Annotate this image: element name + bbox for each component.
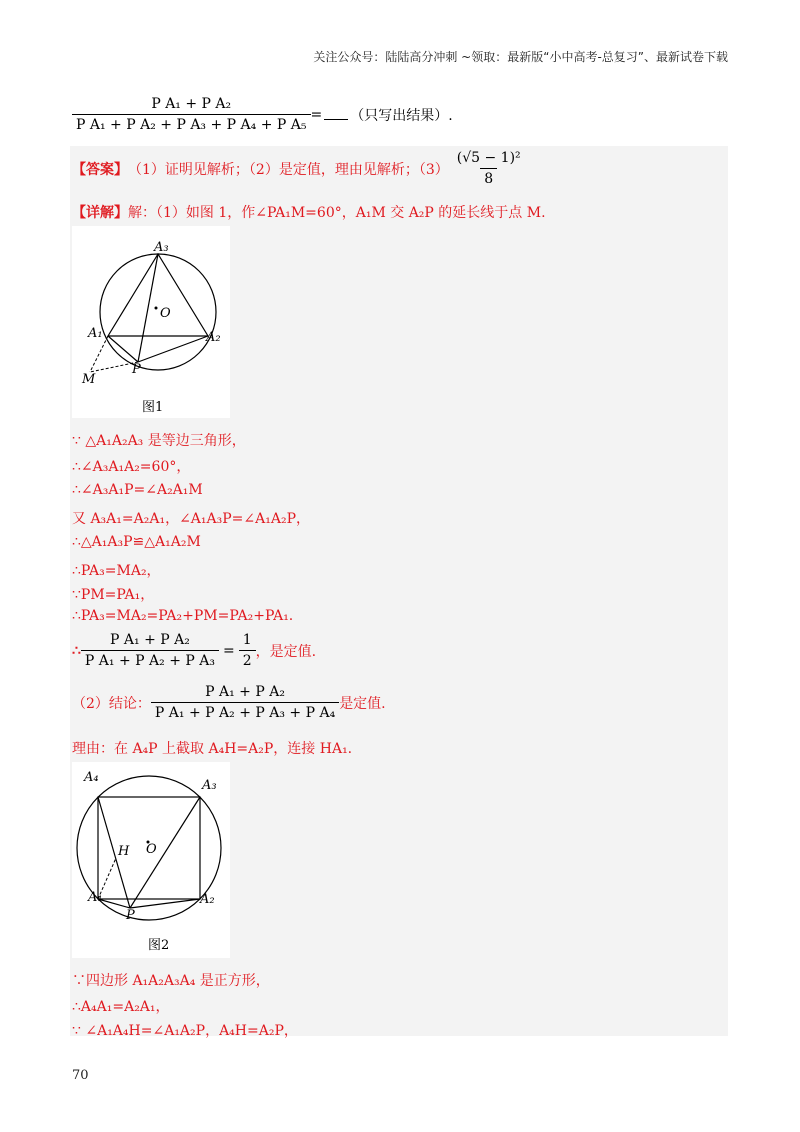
- answer-frac: [453, 150, 525, 187]
- fig1-label-o: O: [160, 306, 171, 321]
- fig2-label-h: H: [118, 844, 130, 859]
- fig1-label-p: P: [132, 362, 141, 377]
- part2-prefix: （2）结论：: [72, 695, 151, 712]
- page-number: 70: [72, 1068, 89, 1083]
- part2-num: P A₁ + P A₂: [205, 684, 285, 700]
- conclusion1: [72, 632, 316, 669]
- fig2-label-a1: A₁: [88, 890, 103, 905]
- proof1-line-7: ∴PA₃=MA₂=PA₂+PM=PA₂+PA₁.: [72, 608, 294, 624]
- conclusion1-prefix: ∴: [72, 642, 81, 659]
- part2-den: P A₁ + P A₂ + P A₃ + P A₄: [151, 702, 339, 721]
- proof1-line-1: ∴∠A₃A₁A₂=60°，: [72, 459, 191, 475]
- conclusion1-value-den: 2: [239, 650, 256, 669]
- proof1-line-3: 又 A₃A₁=A₂A₁，∠A₁A₃P=∠A₁A₂P，: [72, 511, 310, 527]
- proof1-line-5: ∴PA₃=MA₂，: [72, 563, 161, 579]
- fig1-label-a3: A₃: [154, 240, 169, 255]
- question-numerator: P A₁ + P A₂: [151, 96, 232, 112]
- figure-1-diagram: [72, 226, 230, 418]
- conclusion1-suffix: ，是定值.: [255, 643, 317, 660]
- conclusion1-frac: [81, 632, 219, 669]
- conclusion1-value: [239, 632, 256, 669]
- fig2-label-a2: A₂: [200, 892, 215, 907]
- question-denominator: P A₁ + P A₂ + P A₃ + P A₄ + P A₅: [72, 114, 311, 133]
- answer-label: 【答案】: [72, 161, 128, 178]
- fig1-label-m: M: [82, 372, 96, 387]
- figure-2: [72, 762, 230, 958]
- proof1-line-0: ∵ △A₁A₂A₃ 是等边三角形，: [72, 433, 246, 449]
- part2-statement: [72, 684, 386, 721]
- fig1-caption: 图1: [142, 400, 164, 415]
- question-hint: （只写出结果）.: [350, 107, 453, 124]
- detail-label: 【详解】: [72, 205, 128, 221]
- figure-1: [72, 226, 230, 418]
- proof2-line-2: ∵ ∠A₁A₄H=∠A₁A₂P，A₄H=A₂P，: [72, 1023, 298, 1039]
- fig1-label-a1: A₁: [88, 326, 103, 341]
- fig2-label-p: P: [126, 908, 135, 923]
- conclusion1-value-num: 1: [242, 632, 252, 648]
- detail-line: [72, 202, 546, 222]
- conclusion1-eq: =: [222, 642, 235, 659]
- answer-line: [72, 150, 525, 187]
- proof2-line-1: ∴A₄A₁=A₂A₁，: [72, 999, 170, 1015]
- part2-frac: [151, 684, 339, 721]
- detail-text: 解：（1）如图 1，作∠PA₁M=60°，A₁M 交 A₂P 的延长线于点 M.: [128, 205, 546, 221]
- answer-frac-den: 8: [480, 168, 497, 187]
- answer-frac-num: (√5 − 1)²: [456, 150, 521, 166]
- fig1-label-a2: A₂: [206, 330, 221, 345]
- fig2-caption: 图2: [148, 938, 170, 953]
- proof2-line-0: ∵四边形 A₁A₂A₃A₄ 是正方形，: [72, 973, 270, 989]
- fig2-label-o: O: [146, 842, 157, 857]
- question-frac: [72, 96, 311, 133]
- proof1-line-4: ∴△A₁A₃P≌△A₁A₂M: [72, 534, 201, 550]
- answer-text: （1）证明见解析；（2）是定值，理由见解析；（3）: [128, 161, 449, 178]
- reason2: 理由：在 A₄P 上截取 A₄H=A₂P，连接 HA₁.: [72, 741, 353, 757]
- page-header: 关注公众号：陆陆高分冲刺 ~领取：最新版“小中高考-总复习”、最新试卷下载: [313, 50, 728, 64]
- proof1-line-6: ∵PM=PA₁，: [72, 587, 155, 603]
- part2-suffix: 是定值.: [339, 695, 386, 712]
- answer-blank: [324, 109, 348, 120]
- question-eq: =: [310, 106, 323, 123]
- question-fraction: [72, 96, 453, 133]
- fig2-label-a3: A₃: [202, 778, 217, 793]
- fig2-label-a4: A₄: [84, 770, 99, 785]
- proof1-line-2: ∴∠A₃A₁P=∠A₂A₁M: [72, 482, 203, 498]
- conclusion1-den: P A₁ + P A₂ + P A₃: [81, 650, 219, 669]
- conclusion1-num: P A₁ + P A₂: [110, 632, 190, 648]
